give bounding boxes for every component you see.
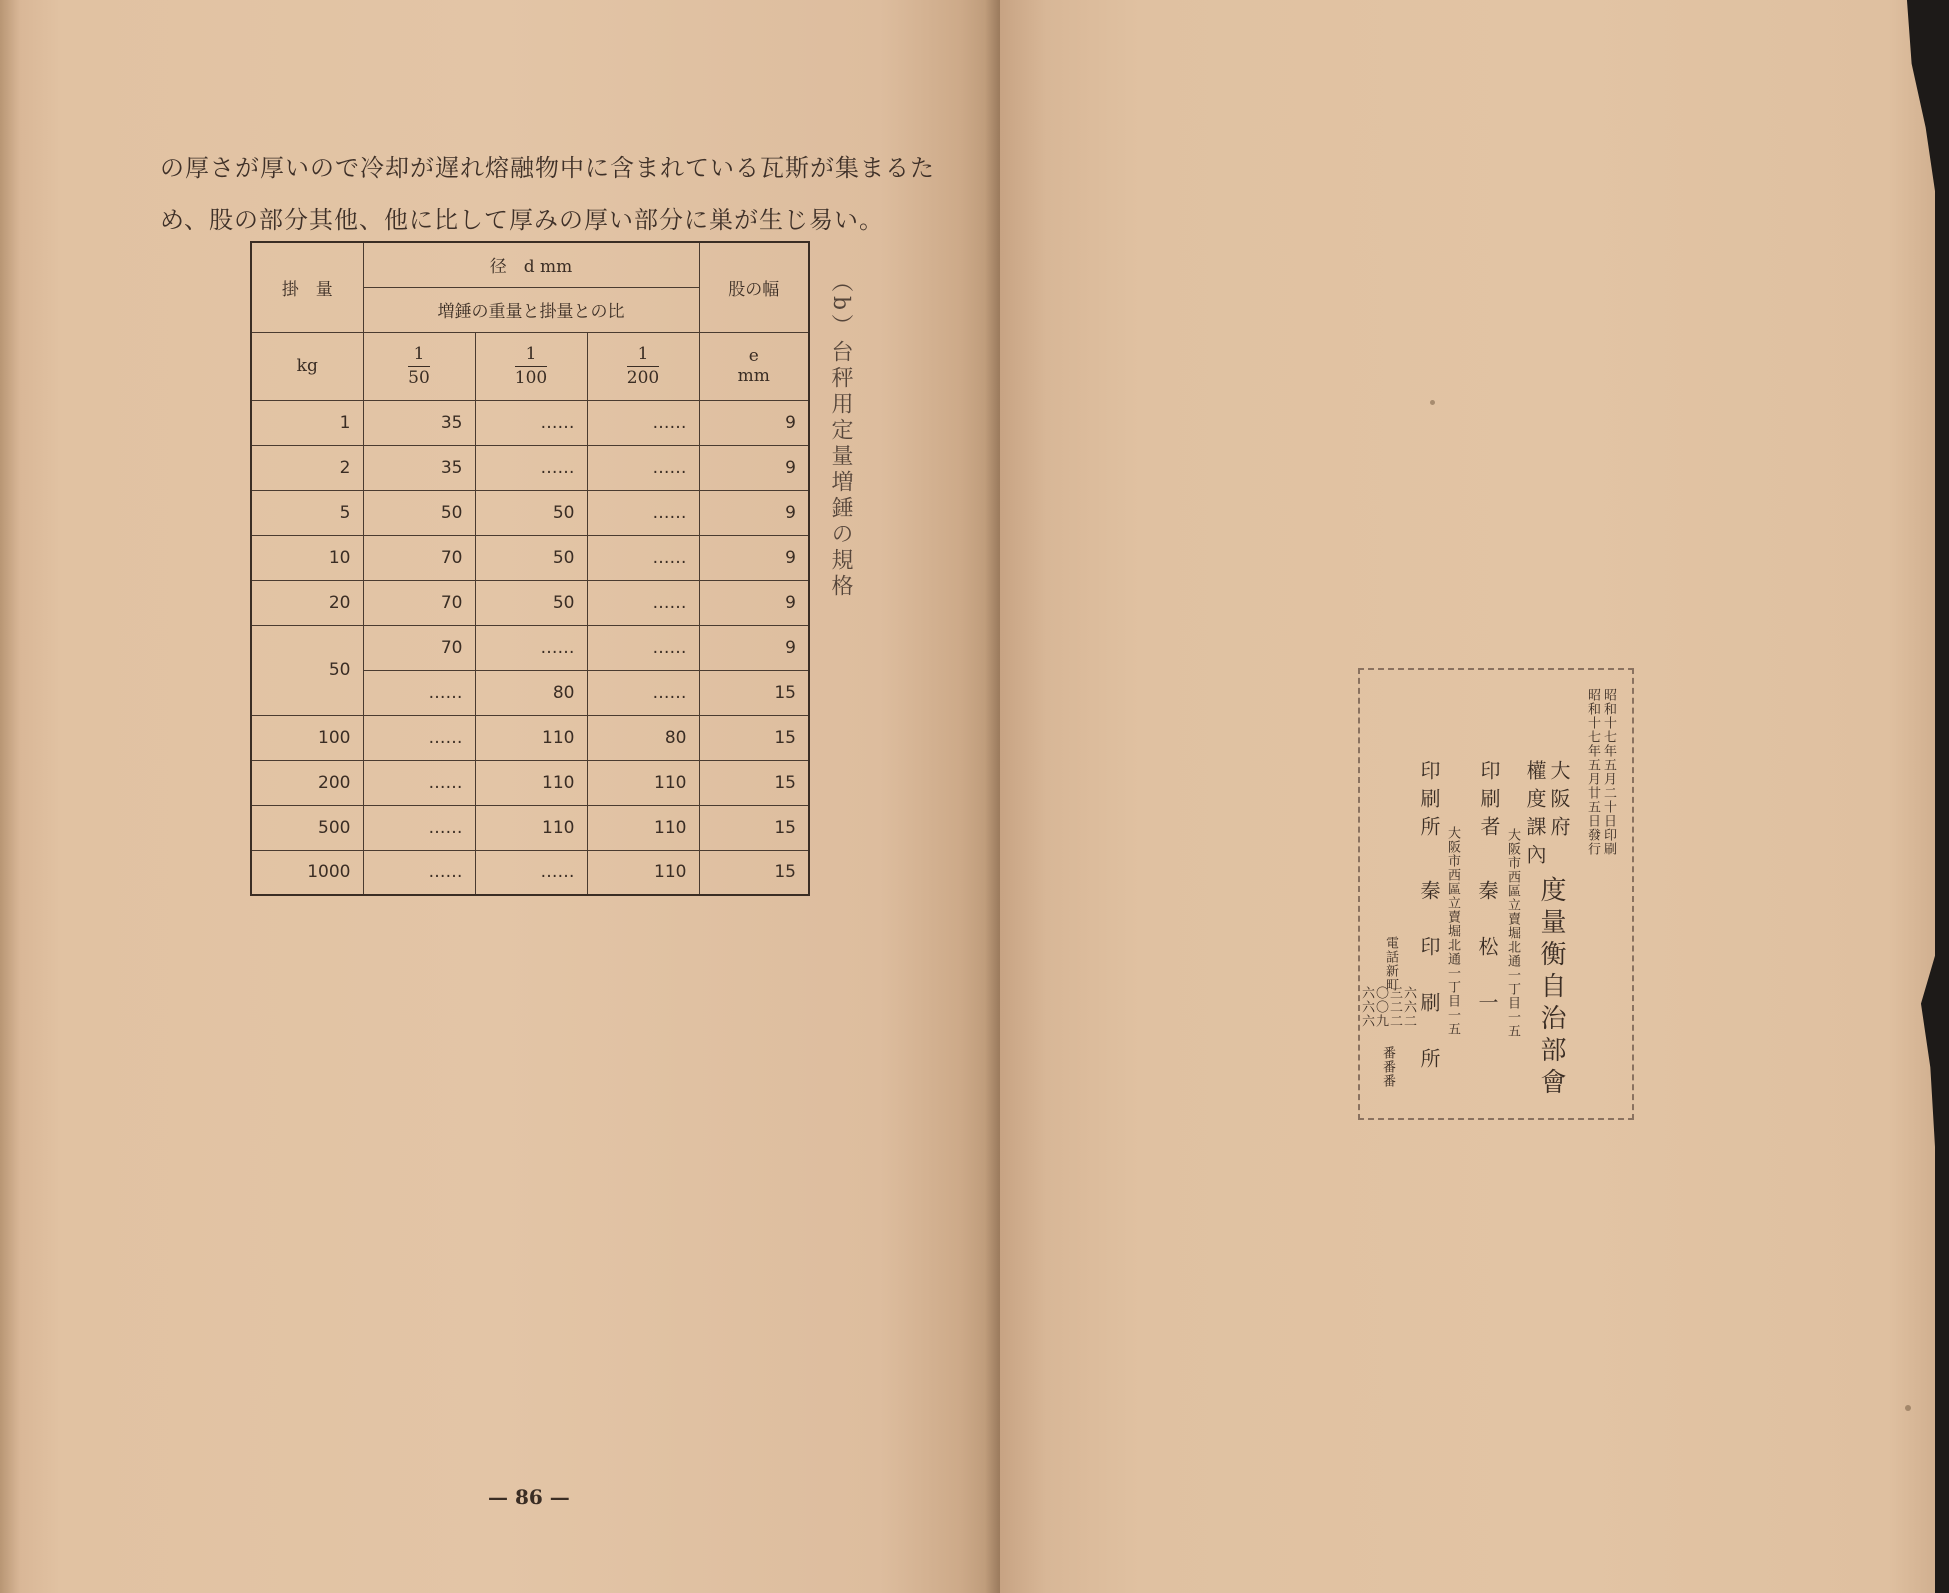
- paper-spot: [1905, 1405, 1911, 1411]
- colophon-phone-suffix: 番番番: [1380, 1046, 1395, 1088]
- colophon-box: [1358, 668, 1634, 1120]
- cell-e: 15: [699, 760, 809, 805]
- colophon-division: 權度課內: [1523, 760, 1547, 872]
- ratio-100-num: 1: [515, 343, 547, 366]
- cell-r50: ……: [363, 715, 475, 760]
- cell-r50: ……: [363, 670, 475, 715]
- colophon-press-label: 印刷所: [1417, 760, 1441, 844]
- colophon-date-printed: 昭和十七年五月二十日印刷: [1601, 688, 1616, 856]
- header-width: 股の幅: [699, 242, 809, 332]
- header-ratio-100: [475, 332, 587, 400]
- cell-r100: 110: [475, 805, 587, 850]
- colophon-printer-address: 大阪市西區立賣堀北通一丁目一五: [1505, 828, 1520, 1038]
- cell-e: 15: [699, 670, 809, 715]
- cell-r50: 35: [363, 445, 475, 490]
- cell-r50: 35: [363, 400, 475, 445]
- cell-r100: ……: [475, 850, 587, 895]
- ratio-50-den: 50: [408, 367, 430, 388]
- header-diameter: 径 d mm: [363, 242, 699, 287]
- cell-load: 2: [251, 445, 363, 490]
- page-number: — 86 —: [488, 1485, 570, 1509]
- paper-spot: [1430, 400, 1435, 405]
- ratio-200-den: 200: [626, 367, 660, 388]
- header-width-mm: mm: [737, 366, 770, 386]
- cell-load: 20: [251, 580, 363, 625]
- cell-e: 9: [699, 580, 809, 625]
- table-row: [251, 715, 809, 760]
- cell-r100: 50: [475, 490, 587, 535]
- cell-r100: 110: [475, 760, 587, 805]
- cell-e: 9: [699, 400, 809, 445]
- cell-r50: 70: [363, 625, 475, 670]
- cell-r200: ……: [587, 535, 699, 580]
- cell-load: 200: [251, 760, 363, 805]
- cell-r200: ……: [587, 625, 699, 670]
- ratio-200-num: 1: [627, 343, 659, 366]
- cell-r50: 50: [363, 490, 475, 535]
- cell-r100: ……: [475, 400, 587, 445]
- header-load: [251, 242, 363, 332]
- header-ratio-50: [363, 332, 475, 400]
- header-width-symbol: e: [748, 346, 759, 366]
- colophon-press-name: 秦 印 刷 所: [1417, 880, 1441, 1076]
- cell-r100: 50: [475, 580, 587, 625]
- colophon-phone-3: 〇〇九: [1373, 986, 1388, 1028]
- cell-r50: 70: [363, 535, 475, 580]
- cell-e: 9: [699, 625, 809, 670]
- table-row: [251, 805, 809, 850]
- cell-r200: ……: [587, 400, 699, 445]
- cell-load: 5: [251, 490, 363, 535]
- colophon-phone-label: 電話新町: [1383, 936, 1398, 992]
- colophon-date-published: 昭和十七年五月廿五日發行: [1585, 688, 1600, 856]
- colophon-publisher: 度量衡自治部會: [1536, 876, 1566, 1100]
- table-caption: （b）台秤用定量増錘の規格: [828, 270, 853, 601]
- colophon-prefecture: 大阪府: [1547, 760, 1571, 844]
- cell-e: 15: [699, 715, 809, 760]
- table-row: [251, 625, 809, 670]
- body-line-1: の厚さが厚いので冷却が遅れ熔融物中に含まれている瓦斯が集まるた: [160, 154, 935, 182]
- colophon-phone-4: 六六六: [1359, 986, 1374, 1028]
- cell-r50: ……: [363, 805, 475, 850]
- table-row: [251, 535, 809, 580]
- cell-r200: 110: [587, 850, 699, 895]
- cell-r200: ……: [587, 445, 699, 490]
- cell-load: 500: [251, 805, 363, 850]
- ratio-50-num: 1: [408, 343, 430, 366]
- cell-r50: ……: [363, 760, 475, 805]
- cell-r100: ……: [475, 625, 587, 670]
- ratio-100-den: 100: [514, 367, 548, 388]
- colophon-press-address: 大阪市西區立賣堀北通一丁目一五: [1445, 826, 1460, 1036]
- body-text: [160, 142, 960, 246]
- cell-r200: ……: [587, 580, 699, 625]
- cell-load: 1000: [251, 850, 363, 895]
- table-row: [251, 850, 809, 895]
- cell-r100: ……: [475, 445, 587, 490]
- cell-r100: 80: [475, 670, 587, 715]
- header-ratio-200: [587, 332, 699, 400]
- cell-e: 15: [699, 805, 809, 850]
- cell-e: 9: [699, 535, 809, 580]
- cell-r100: 110: [475, 715, 587, 760]
- cell-r50: 70: [363, 580, 475, 625]
- weight-spec-table: [250, 241, 810, 896]
- header-ratio: 増錘の重量と掛量との比: [363, 287, 699, 332]
- cell-e: 15: [699, 850, 809, 895]
- colophon-printer-label: 印刷者: [1477, 760, 1501, 844]
- table-row: [251, 760, 809, 805]
- table-row: [251, 490, 809, 535]
- cell-r200: 110: [587, 805, 699, 850]
- cell-load: 1: [251, 400, 363, 445]
- cell-load: 100: [251, 715, 363, 760]
- cell-r200: ……: [587, 670, 699, 715]
- colophon-phone-2: 三二二: [1387, 986, 1402, 1028]
- cell-r200: 80: [587, 715, 699, 760]
- cell-r100: 50: [475, 535, 587, 580]
- cell-e: 9: [699, 490, 809, 535]
- cell-r200: 110: [587, 760, 699, 805]
- cell-load: 10: [251, 535, 363, 580]
- header-load-unit: kg: [251, 332, 363, 400]
- header-width-unit: [699, 332, 809, 400]
- colophon-printer-name: 秦 松 一: [1475, 880, 1499, 1020]
- table-row: [251, 580, 809, 625]
- body-line-2: め、股の部分其他、他に比して厚みの厚い部分に巣が生じ易い。: [160, 206, 885, 234]
- table-row: [251, 400, 809, 445]
- cell-r200: ……: [587, 490, 699, 535]
- cell-load: 50: [251, 625, 363, 715]
- cell-r50: ……: [363, 850, 475, 895]
- header-load-title: 掛 量: [281, 279, 333, 300]
- table-row: [251, 445, 809, 490]
- colophon-phone-1: 六六二: [1401, 986, 1416, 1028]
- cell-e: 9: [699, 445, 809, 490]
